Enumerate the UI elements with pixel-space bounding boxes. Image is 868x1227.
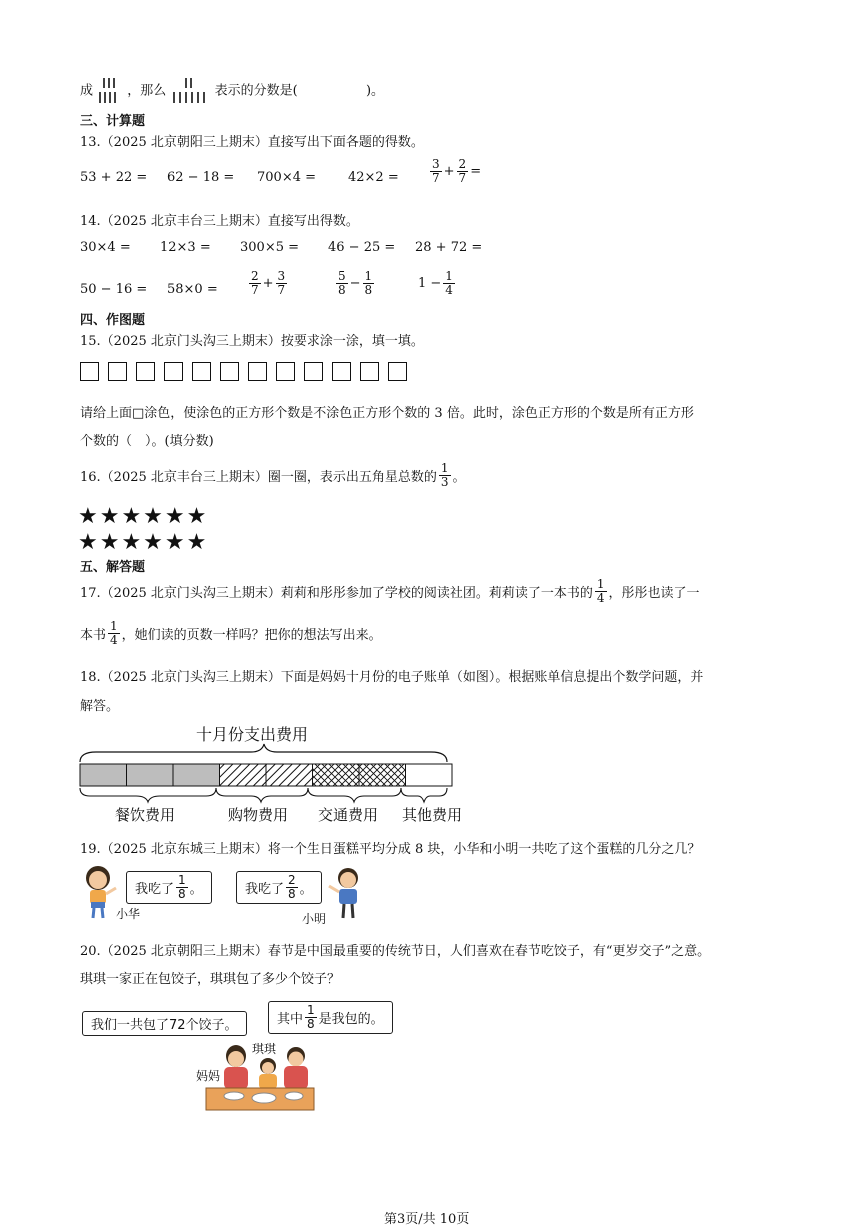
blank-square[interactable] [136,362,155,381]
diagram-label: 其他费用 [402,806,463,824]
q14-item: 46 − 25 = [328,240,396,255]
q14-item: 300×5 = [240,240,300,255]
bar-cell-gray [80,764,127,786]
blank-square[interactable] [360,362,379,381]
fraction: $\frac{2}{8}$ [288,873,296,901]
tally-icon [170,76,210,106]
expense-bar-diagram [76,742,456,804]
name-label: 妈妈 [196,1069,221,1083]
name-label: 琪琪 [252,1042,277,1056]
star-row: ★★★★★★ [78,504,209,529]
q13-text: 13.（2025 北京朝阳三上期末）直接写出下面各题的得数。 [80,135,424,150]
section-5-title: 五、解答题 [80,560,146,575]
q14-item: 30×4 = [80,240,131,255]
q14-item: 28 + 72 = [415,240,483,255]
bar-cell-hatch [220,764,267,786]
q13-item: 42×2 = [348,170,399,185]
fraction: $\frac{1}{4}$ [596,577,605,605]
q18-line1: 18.（2025 北京门头沟三上期末）下面是妈妈十月份的电子账单（如图）。根据账单信息提出个数学问题，并 [80,670,704,685]
q17-line2: 本书 $\frac{1}{4}$ ，她们读的页数一样吗？把你的想法写出来。 [80,619,382,647]
name-label: 小华 [116,907,141,921]
q13-item: 62 − 18 = [167,170,235,185]
fraction: $\frac{1}{8}$ [307,1003,315,1031]
top-line-close: )。 [365,83,385,99]
q13-item: 700×4 = [257,170,317,185]
blank-square[interactable] [276,362,295,381]
q17-line1: 17.（2025 北京门头沟三上期末）莉莉和彤彤参加了学校的阅读社团。莉莉读了一本书的 $\frac{1}{4}$ ，彤彤也读了一 [80,577,700,605]
diagram-label: 交通费用 [318,806,379,824]
bar-cell-cross [313,764,360,786]
section-4-title: 四、作图题 [80,313,146,328]
speech-bubble-qiqi: 其中 $\frac{1}{8}$ 是我包的。 [268,1001,393,1034]
diagram-label: 餐饮费用 [115,806,176,824]
diagram-label: 购物费用 [228,806,289,824]
speech-bubble-left: 我吃了 $\frac{1}{8}$ 。 [126,871,212,904]
blank-square[interactable] [304,362,323,381]
q14-fraction-expression: 1 − $\frac{1}{4}$ [418,269,453,297]
blank-square[interactable] [388,362,407,381]
speech-bubble-right: 我吃了 $\frac{2}{8}$ 。 [236,871,322,904]
q14-item: 12×3 = [160,240,211,255]
bottom-brace [216,788,308,802]
bottom-brace [308,788,401,802]
q15-square-row [80,362,416,385]
bar-cell-hatch [266,764,313,786]
q14-fraction-expression: $\frac{2}{7}$ + $\frac{3}{7}$ [251,269,286,297]
blank-square[interactable] [220,362,239,381]
bar-cell-gray [173,764,220,786]
q16-text: 16.（2025 北京丰台三上期末）圈一圈，表示出五角星总数的 [80,470,437,485]
q13-item: 53 + 22 = [80,170,148,185]
q14-item: 50 − 16 = [80,282,148,297]
boy-illustration [324,864,368,920]
bottom-brace [401,788,447,802]
q15-line2: 个数的（ ）。(填分数) [80,434,214,449]
diagram-title: 十月份支出费用 [196,725,309,744]
fraction: $\frac{1}{3}$ [440,461,449,489]
bar-cells [80,764,452,786]
q20-line1: 20.（2025 北京朝阳三上期末）春节是中国最重要的传统节日，人们喜欢在春节吃饺子，有“更岁交子”之意。 [80,944,711,959]
blank-square[interactable] [332,362,351,381]
page-footer: 第3页/共 10页 [384,1212,470,1227]
q14-text: 14.（2025 北京丰台三上期末）直接写出得数。 [80,214,359,229]
q14-item: 58×0 = [167,282,218,297]
q15-line1: 请给上面□涂色，使涂色的正方形个数是不涂色正方形个数的 3 倍。此时，涂色正方形的个数是所有正方形 [80,406,694,421]
top-line-prefix: 成 [80,83,94,99]
q15-text: 15.（2025 北京门头沟三上期末）按要求涂一涂，填一填。 [80,334,424,349]
bar-cell-cross [359,764,406,786]
bottom-brace [80,788,216,802]
blank-square[interactable] [192,362,211,381]
fraction: $\frac{3}{7}$ [432,157,440,185]
name-label: 小明 [302,912,327,926]
top-line [80,76,384,106]
blank-square[interactable] [108,362,127,381]
tally-icon [97,76,123,106]
fraction: $\frac{2}{7}$ [458,157,467,185]
q18-line2: 解答。 [80,699,120,714]
blank-square[interactable] [248,362,267,381]
q14-fraction-expression: $\frac{5}{8}$ − $\frac{1}{8}$ [338,269,373,297]
speech-bubble-mom: 我们一共包了72个饺子。 [82,1011,247,1036]
top-brace [80,744,447,762]
section-3-title: 三、计算题 [80,114,146,129]
q16-text-row: 16.（2025 北京丰台三上期末）圈一圈，表示出五角星总数的 $\frac{1}{3}$ 。 [80,461,466,489]
q13-fraction-expression: $\frac{3}{7}$ + $\frac{2}{7}$ = [432,157,482,185]
blank-square[interactable] [80,362,99,381]
blank-square[interactable] [164,362,183,381]
top-line-suffix: 表示的分数是( [214,83,298,99]
bar-cell-blank [406,764,453,786]
family-dumplings-illustration [204,1040,318,1112]
q19-text: 19.（2025 北京东城三上期末）将一个生日蛋糕平均分成 8 块，小华和小明一共吃了这个蛋糕的几分之几？ [80,842,701,857]
fraction: $\frac{1}{4}$ [110,619,118,647]
top-line-middle: ，那么 [127,83,167,99]
fraction: $\frac{1}{8}$ [178,873,186,901]
star-row: ★★★★★★ [78,530,209,555]
bar-cell-gray [127,764,174,786]
q20-line2: 琪琪一家正在包饺子，琪琪包了多少个饺子？ [80,972,341,987]
